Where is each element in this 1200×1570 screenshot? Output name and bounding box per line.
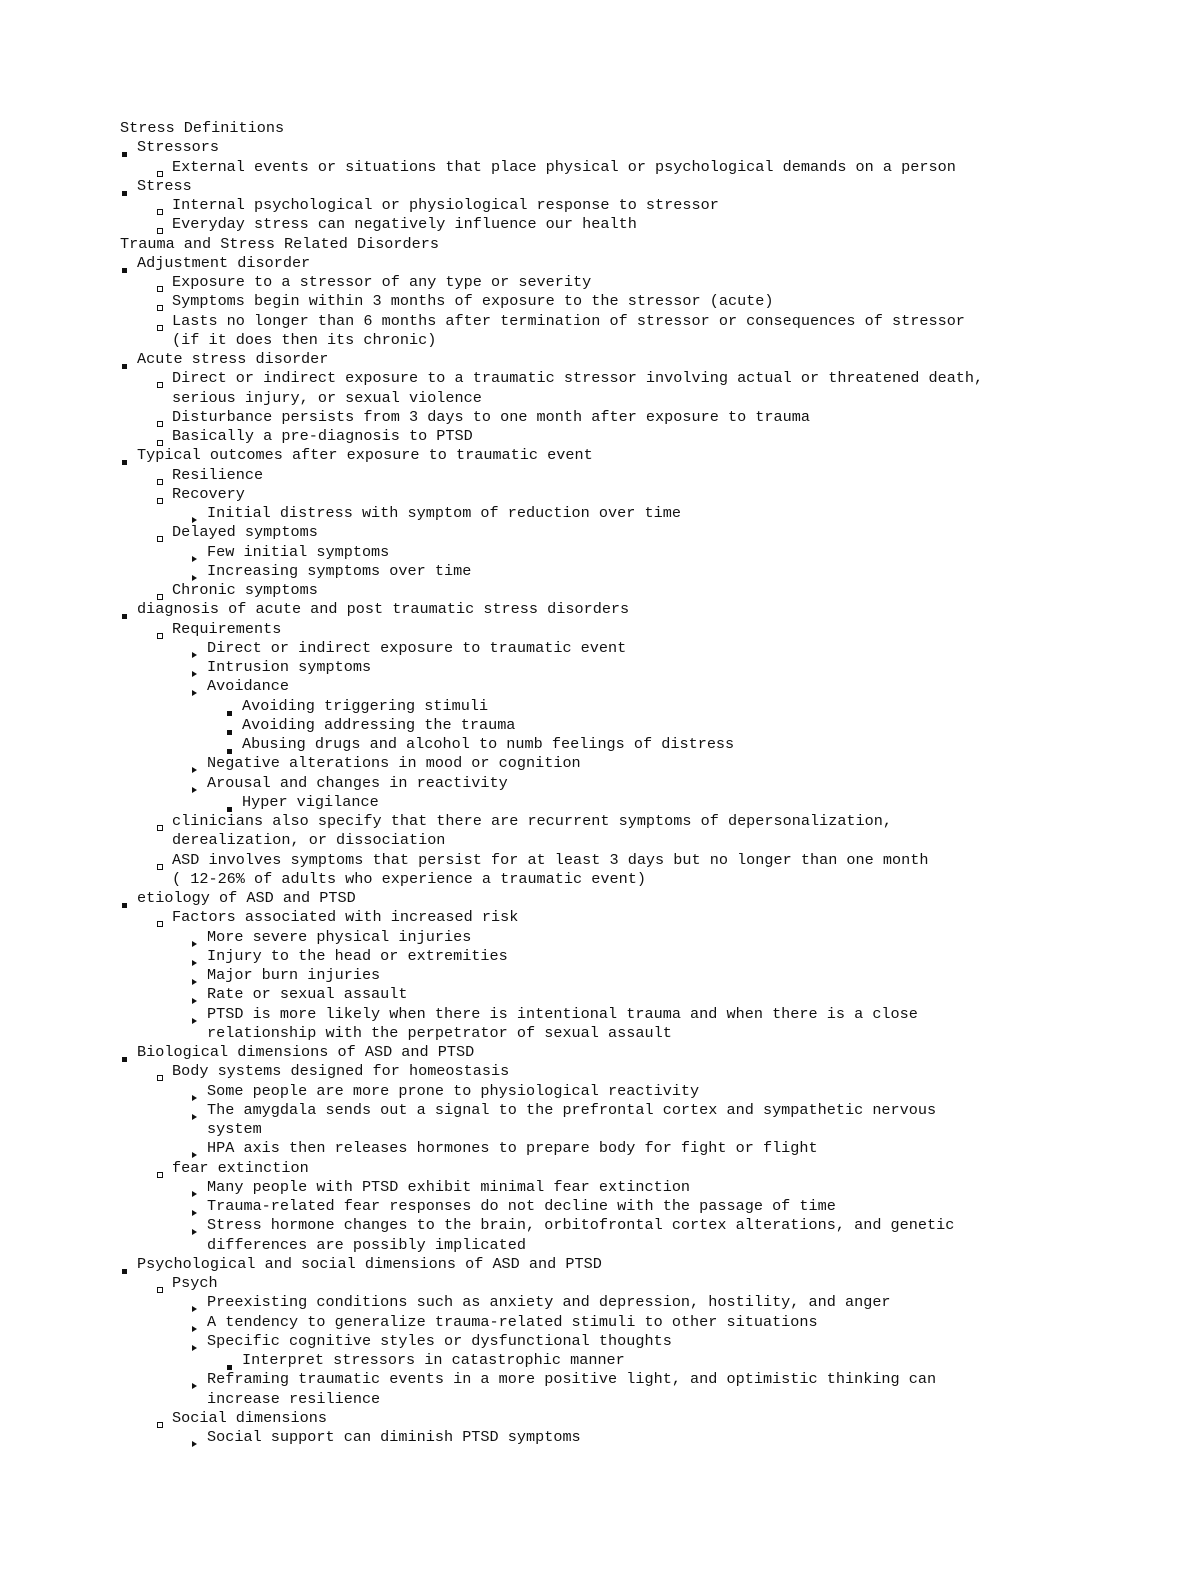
line-text: Disturbance persists from 3 days to one month after exposure to trauma <box>172 407 810 426</box>
line-text: Delayed symptoms <box>172 523 318 542</box>
line-text: Major burn injuries <box>207 966 381 984</box>
outline-item <box>120 1428 1120 1447</box>
outline-item-continuation <box>120 331 1120 350</box>
line-text: Many people with PTSD exhibit minimal fear extinction <box>207 1177 691 1196</box>
triangle-bullet-icon <box>192 1434 197 1453</box>
line-text: Exposure to a stressor of any type or severity <box>172 273 592 291</box>
outline-item-continuation <box>120 389 1120 408</box>
line-text: Intrusion symptoms <box>207 658 372 676</box>
outline-item <box>120 1351 1120 1370</box>
line-text: relationship with the perpetrator of sexual assault <box>207 1023 672 1042</box>
line-text: Direct or indirect exposure to traumatic event <box>207 638 627 657</box>
outline-item <box>120 312 1120 331</box>
line-text: Injury to the head or extremities <box>207 946 508 965</box>
outline-item <box>120 1082 1120 1101</box>
outline-item <box>120 812 1120 831</box>
outline-item <box>120 292 1120 311</box>
outline-item <box>120 851 1120 870</box>
line-text: Chronic symptoms <box>172 581 318 599</box>
outline-item <box>120 889 1120 908</box>
line-text: Few initial symptoms <box>207 542 390 561</box>
outline-item-continuation <box>120 1120 1120 1139</box>
line-text: etiology of ASD and PTSD <box>137 889 356 907</box>
outline-item <box>120 504 1120 523</box>
outline-item <box>120 774 1120 793</box>
outline-item <box>120 408 1120 427</box>
outline-item <box>120 543 1120 562</box>
outline-item <box>120 1197 1120 1216</box>
line-text: Psych <box>172 1274 218 1292</box>
line-text: Typical outcomes after exposure to traumatic event <box>137 446 593 465</box>
outline-item <box>120 523 1120 542</box>
line-text: Body systems designed for homeostasis <box>172 1062 510 1081</box>
line-text: Direct or indirect exposure to a traumatic stressor involving actual or threatened death, <box>172 369 984 388</box>
outline-item <box>120 215 1120 234</box>
line-text: Some people are more prone to physiological reactivity <box>207 1081 700 1100</box>
line-text: Avoidance <box>207 677 290 696</box>
line-text: Factors associated with increased risk <box>172 908 519 927</box>
line-text: A tendency to generalize trauma-related stimuli to other situations <box>207 1312 818 1331</box>
outline-item <box>120 466 1120 485</box>
line-text: Stressors <box>137 138 220 157</box>
line-text: External events or situations that place physical or psychological demands on a person <box>172 157 956 176</box>
outline-item <box>120 1370 1120 1389</box>
line-text: clinicians also specify that there are recurrent symptoms of depersonalization, <box>172 812 893 830</box>
outline-item <box>120 600 1120 619</box>
outline-item <box>120 1043 1120 1062</box>
outline-item-continuation <box>120 1024 1120 1043</box>
line-text: ASD involves symptoms that persist for at least 3 days but no longer than one month <box>172 850 929 869</box>
line-text: Hyper vigilance <box>242 792 379 811</box>
line-text: The amygdala sends out a signal to the prefrontal cortex and sympathetic nervous <box>207 1100 937 1119</box>
outline-item <box>120 716 1120 735</box>
outline-item-continuation <box>120 870 1120 889</box>
outline-item <box>120 1332 1120 1351</box>
outline-item <box>120 966 1120 985</box>
line-text: Rate or sexual assault <box>207 985 408 1004</box>
line-text: Arousal and changes in reactivity <box>207 773 508 792</box>
line-text: Lasts no longer than 6 months after termination of stressor or consequences of stressor <box>172 311 965 330</box>
line-text: Internal psychological or physiological response to stressor <box>172 196 719 214</box>
outline-item <box>120 908 1120 927</box>
line-text: Social support can diminish PTSD symptoms <box>207 1428 581 1446</box>
outline-item <box>120 1139 1120 1158</box>
outline-item <box>120 620 1120 639</box>
line-text: differences are possibly implicated <box>207 1235 526 1254</box>
line-text: Basically a pre-diagnosis to PTSD <box>172 427 473 445</box>
line-text: Symptoms begin within 3 months of exposure to the stressor (acute) <box>172 292 774 311</box>
outline-item <box>120 985 1120 1004</box>
line-text: More severe physical injuries <box>207 927 472 946</box>
outline-item <box>120 1178 1120 1197</box>
outline-item <box>120 735 1120 754</box>
outline-item <box>120 754 1120 773</box>
outline-item <box>120 196 1120 215</box>
outline-item <box>120 427 1120 446</box>
document-body <box>120 119 1120 1447</box>
line-text: Negative alterations in mood or cognition <box>207 754 581 773</box>
outline-item <box>120 273 1120 292</box>
outline-item <box>120 677 1120 696</box>
outline-item <box>120 158 1120 177</box>
outline-item <box>120 658 1120 677</box>
line-text: Resilience <box>172 465 264 484</box>
line-text: Social dimensions <box>172 1408 327 1427</box>
line-text: derealization, or dissociation <box>172 831 446 850</box>
line-text: Preexisting conditions such as anxiety and depression, hostility, and anger <box>207 1293 891 1312</box>
outline-item <box>120 177 1120 196</box>
line-text: Specific cognitive styles or dysfunctional thoughts <box>207 1331 672 1350</box>
line-text: Avoiding addressing the trauma <box>242 715 516 734</box>
outline-item <box>120 562 1120 581</box>
line-text: diagnosis of acute and post traumatic stress disorders <box>137 600 630 619</box>
line-text: Recovery <box>172 484 245 503</box>
outline-item <box>120 793 1120 812</box>
line-text: increase resilience <box>207 1389 381 1408</box>
line-text: Requirements <box>172 619 282 638</box>
line-text: (if it does then its chronic) <box>172 330 437 349</box>
outline-item <box>120 581 1120 600</box>
line-text: Trauma-related fear responses do not decline with the passage of time <box>207 1197 836 1215</box>
line-text: Adjustment disorder <box>137 253 311 272</box>
outline-item <box>120 1101 1120 1120</box>
line-text: system <box>207 1120 262 1138</box>
line-text: Reframing traumatic events in a more positive light, and optimistic thinking can <box>207 1370 937 1389</box>
line-text: Stress Definitions <box>120 119 285 137</box>
line-text: serious injury, or sexual violence <box>172 388 482 407</box>
line-text: fear extinction <box>172 1158 309 1177</box>
line-text: ( 12-26% of adults who experience a traumatic event) <box>172 869 646 888</box>
outline-item <box>120 947 1120 966</box>
line-text: PTSD is more likely when there is intentional trauma and when there is a close <box>207 1004 918 1023</box>
outline-item <box>120 485 1120 504</box>
outline-item <box>120 1255 1120 1274</box>
line-text: Avoiding triggering stimuli <box>242 696 489 715</box>
outline-item-continuation <box>120 1390 1120 1409</box>
outline-item <box>120 1216 1120 1235</box>
outline-item <box>120 446 1120 465</box>
outline-item-continuation <box>120 831 1120 850</box>
line-text: Interpret stressors in catastrophic manner <box>242 1351 625 1369</box>
line-text: Abusing drugs and alcohol to numb feelings of distress <box>242 735 735 753</box>
line-text: Stress <box>137 176 192 195</box>
line-text: Everyday stress can negatively influence our health <box>172 215 637 234</box>
outline-item <box>120 1313 1120 1332</box>
line-text: HPA axis then releases hormones to prepare body for fight or flight <box>207 1139 818 1158</box>
outline-item <box>120 1274 1120 1293</box>
line-text: Initial distress with symptom of reduction over time <box>207 504 681 522</box>
outline-item <box>120 928 1120 947</box>
outline-item <box>120 639 1120 658</box>
section-heading <box>120 119 1120 138</box>
line-text: Stress hormone changes to the brain, orbitofrontal cortex alterations, and genetic <box>207 1216 955 1235</box>
outline-item <box>120 254 1120 273</box>
outline-item <box>120 138 1120 157</box>
line-text: Acute stress disorder <box>137 350 329 368</box>
line-text: Biological dimensions of ASD and PTSD <box>137 1043 475 1061</box>
line-text: Increasing symptoms over time <box>207 561 472 580</box>
line-text: Psychological and social dimensions of ASD and PTSD <box>137 1254 602 1273</box>
outline-item-continuation <box>120 1236 1120 1255</box>
outline-item <box>120 1062 1120 1081</box>
outline-item <box>120 697 1120 716</box>
section-heading <box>120 235 1120 254</box>
outline-item <box>120 1293 1120 1312</box>
outline-item <box>120 369 1120 388</box>
line-text: Trauma and Stress Related Disorders <box>120 234 439 253</box>
outline-item <box>120 1159 1120 1178</box>
outline-item <box>120 350 1120 369</box>
outline-item <box>120 1409 1120 1428</box>
outline-item <box>120 1005 1120 1024</box>
